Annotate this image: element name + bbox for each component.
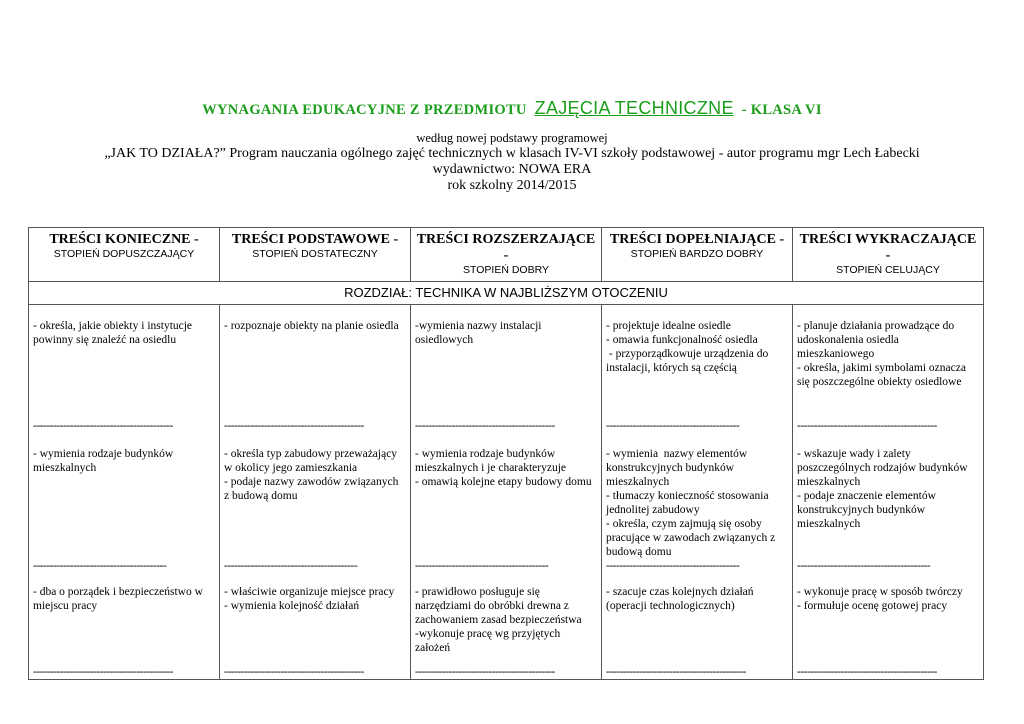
dashed-separator: ------------------------------------------ [224, 666, 364, 678]
subtitle-school-year: rok szkolny 2014/2015 [447, 178, 577, 193]
dashed-separator: ------------------------------------------ [415, 666, 555, 678]
subtitle-publisher: wydawnictwo: NOWA ERA [432, 162, 592, 177]
dashed-separator: ---------------------------------------- [797, 560, 931, 572]
content-cell-dopelniajace [602, 305, 793, 680]
subtitle-program: „JAK TO DZIAŁA?” Program nauczania ogólnego zajęć technicznych w klasach IV-VI szkoły podstawowej - autor programu mgr Lech Łabecki [104, 146, 920, 161]
requirement-block: - wymienia nazwy elementów konstrukcyjnych budynków mieszkalnych - tłumaczy konieczność stosowania jednolitej zabudowy - określa, czym zajmują się osoby pracujące w zawodach związanych z budową domu [606, 448, 776, 558]
requirement-block: - szacuje czas kolejnych działań (operacji technologicznych) [606, 586, 757, 612]
section-title: ROZDZIAŁ: TECHNIKA W NAJBLIŻSZYM OTOCZENIU [29, 282, 984, 305]
column-header-grade: STOPIEŃ BARDZO DOBRY [630, 248, 764, 260]
dashed-separator: ------------------------------------------ [415, 420, 555, 432]
title-prefix: WYNAGANIA EDUKACYJNE Z PRZEDMIOTU [202, 102, 527, 118]
column-header-podstawowe [220, 228, 411, 282]
requirement-block: -wymienia nazwy instalacji osiedlowych [415, 320, 545, 346]
title-suffix: - KLASA VI [741, 102, 822, 118]
requirement-block: - wykonuje pracę w sposób twórczy - formułuje ocenę gotowej pracy [797, 586, 963, 612]
requirements-table [28, 227, 984, 680]
dashed-separator: ---------------------------------------- [224, 560, 358, 572]
table-header-row [29, 228, 984, 282]
content-row [29, 305, 984, 680]
dashed-separator: ---------------------------------------- [606, 420, 740, 432]
section-row [29, 282, 984, 305]
dashed-separator: ------------------------------------------ [797, 420, 937, 432]
requirement-block: - określa, jakie obiekty i instytucje powinny się znaleźć na osiedlu [33, 320, 195, 346]
column-header-wykraczajace [793, 228, 984, 282]
column-header-grade: STOPIEŃ DOPUSZCZAJĄCY [53, 248, 195, 260]
column-header-title: TREŚCI DOPEŁNIAJĄCE - [609, 232, 785, 247]
content-cell-wykraczajace [793, 305, 984, 680]
requirement-block: - dba o porządek i bezpieczeństwo w miejscu pracy [33, 586, 206, 612]
column-header-grade: STOPIEŃ DOSTATECZNY [252, 248, 378, 260]
dashed-separator: ------------------------------------------ [606, 666, 746, 678]
content-cell-podstawowe [220, 305, 411, 680]
requirement-block: - właściwie organizuje miejsce pracy - wymienia kolejność działań [224, 586, 395, 612]
column-header-grade: STOPIEŃ DOBRY [463, 264, 549, 276]
dashed-separator: ---------------------------------------- [415, 560, 549, 572]
requirement-block: - planuje działania prowadzące do udoskonalenia osiedla mieszkaniowego - określa, jakimi symbolami oznacza się poszczególne obiekty osiedlowe [797, 320, 966, 388]
dashed-separator: ------------------------------------------ [33, 420, 173, 432]
dashed-separator: ---------------------------------------- [33, 560, 167, 572]
requirement-block: - prawidłowo posługuje się narzędziami do obróbki drewna z zachowaniem zasad bezpieczeństwa -wykonuje pracę wg przyjętych założeń [415, 586, 582, 654]
column-header-title: TREŚCI PODSTAWOWE - [231, 232, 399, 247]
requirement-block: - wymienia rodzaje budynków mieszkalnych [33, 448, 177, 474]
content-cell-konieczne [29, 305, 220, 680]
column-header-title: TREŚCI WYKRACZAJĄCE - [799, 232, 977, 263]
document-title [0, 98, 1024, 119]
subtitle-curriculum: według nowej podstawy programowej [416, 131, 608, 145]
requirement-block: - rozpoznaje obiekty na planie osiedla [224, 320, 399, 332]
dashed-separator: ---------------------------------------- [606, 560, 740, 572]
requirement-block: - określa typ zabudowy przeważający w okolicy jego zamieszkania - podaje nazwy zawodów związanych z budową domu [224, 448, 399, 502]
requirement-block: - wskazuje wady i zalety poszczególnych rodzajów budynków mieszkalnych - podaje znaczenie elementów konstrukcyjnych budynków mieszkalnych [797, 448, 968, 530]
column-header-grade: STOPIEŃ CELUJĄCY [836, 264, 940, 276]
column-header-dopelniajace [602, 228, 793, 282]
column-header-konieczne [29, 228, 220, 282]
dashed-separator: ------------------------------------------ [33, 666, 173, 678]
dashed-separator: ------------------------------------------ [224, 420, 364, 432]
title-subject: ZAJĘCIA TECHNICZNE [534, 98, 734, 118]
requirement-block: - projektuje idealne osiedle - omawia funkcjonalność osiedla - przyporządkowuje urządzenia do instalacji, których są częścią [606, 320, 769, 374]
column-header-title: TREŚCI KONIECZNE - [49, 232, 199, 247]
dashed-separator: ------------------------------------------ [797, 666, 937, 678]
column-header-title: TREŚCI ROZSZERZAJĄCE - [416, 232, 596, 263]
column-header-rozszerzajace [411, 228, 602, 282]
requirement-block: - wymienia rodzaje budynków mieszkalnych i je charakteryzuje - omawią kolejne etapy budowy domu [415, 448, 592, 488]
content-cell-rozszerzajace [411, 305, 602, 680]
